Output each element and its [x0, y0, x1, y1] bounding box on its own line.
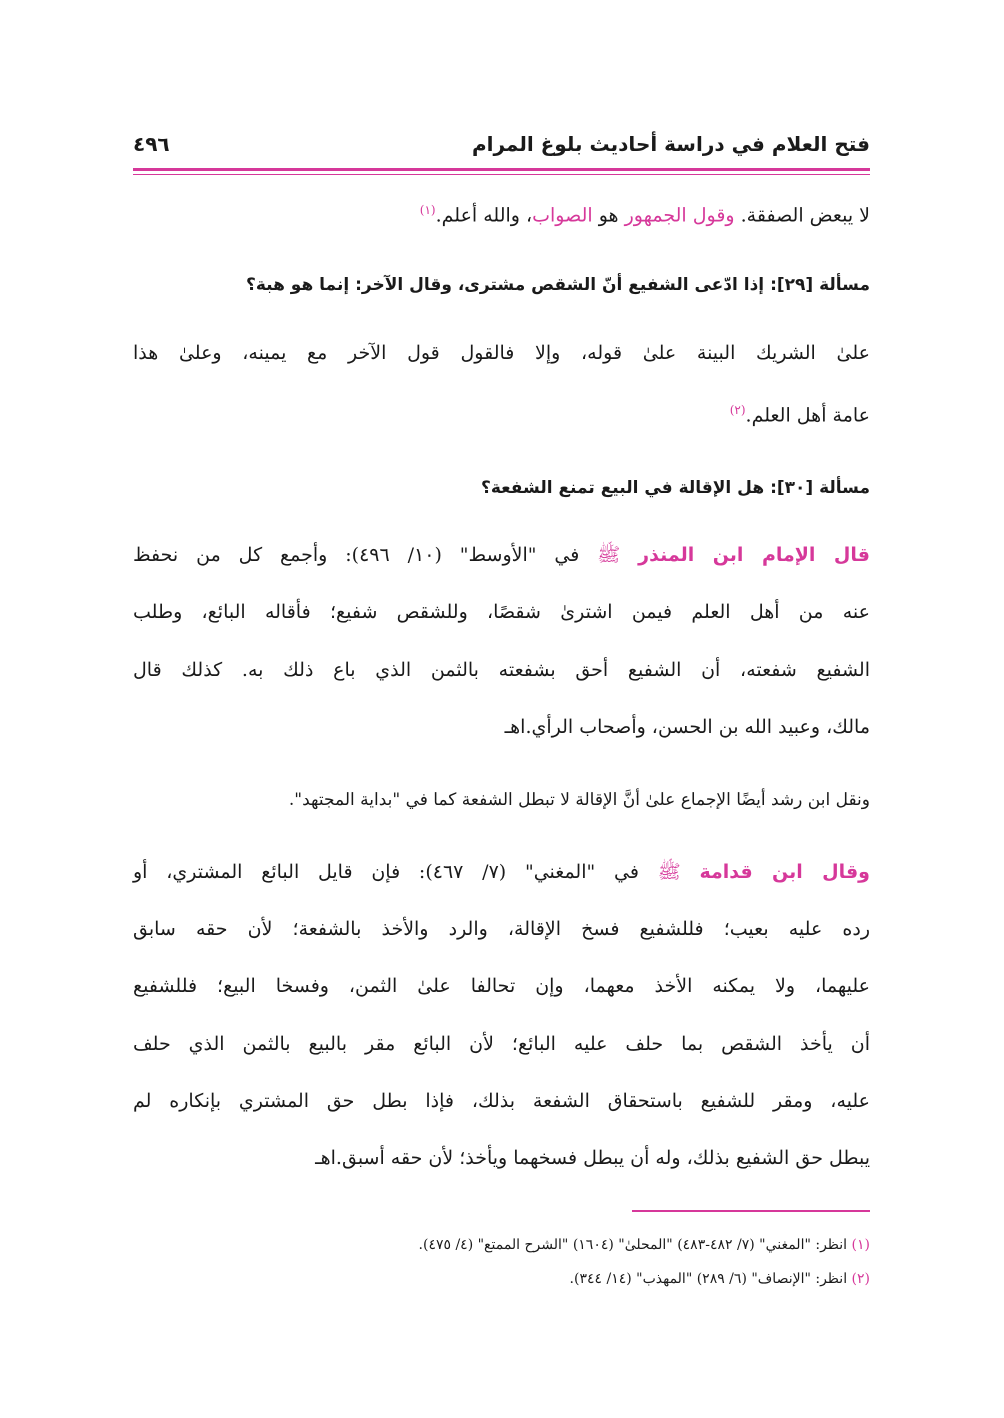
para3-line-1-text: في "المغني" (٧/ ٤٦٧): فإن قايل البائع المشتري، أو — [133, 861, 658, 883]
speaker-ibn-qudama: وقال ابن قدامة — [699, 861, 870, 883]
intro-line — [133, 195, 870, 230]
footnote-separator — [632, 1210, 870, 1212]
q29-line-2 — [133, 395, 870, 430]
book-title: فتح العلام في دراسة أحاديث بلوغ المرام — [471, 132, 870, 156]
para1-line-2-text: عنه من أهل العلم فيمن اشترىٰ شقصًا، وللشقص شفيع؛ فأقاله البائع، وطلب — [133, 601, 870, 623]
speaker-ibn-mundhir: قال الإمام ابن المنذر — [638, 544, 870, 566]
para3-line-3-text: عليهما، ولا يمكنه الأخذ معهما، وإن تحالفا علىٰ الثمن، وفسخا البيع؛ فللشفيع — [133, 975, 870, 997]
para3-line-5 — [133, 1086, 870, 1116]
intro-text-mid: هو — [592, 204, 625, 227]
footnote-1 — [419, 1234, 870, 1256]
footnote-1-text: انظر: "المغني" (٧/ ٤٨٢-٤٨٣) "المحلىٰ" (١٦٠٤) "الشرح الممتع" (٤/ ٤٧٥). — [418, 1237, 852, 1253]
q29-line-1 — [133, 338, 870, 368]
highlight-sawab: الصواب — [532, 204, 593, 227]
para2-line-1-text: ونقل ابن رشد أيضًا الإجماع علىٰ أنَّ الإقالة لا تبطل الشفعة كما في "بداية المجتهد". — [288, 790, 870, 810]
para1-line-2 — [133, 597, 870, 627]
highlight-jumhur: وقول الجمهور — [624, 204, 735, 227]
para2-line-1 — [133, 785, 870, 815]
page-number: ٤٩٦ — [133, 132, 170, 156]
question-30-label: مسألة [٣٠]: — [770, 478, 870, 498]
para3-line-2 — [133, 914, 870, 944]
question-29-heading — [133, 270, 870, 300]
header-rule — [133, 168, 870, 171]
para1-line-4 — [133, 712, 870, 742]
question-30-title: هل الإقالة في البيع تمنع الشفعة؟ — [481, 478, 771, 498]
running-header — [133, 128, 870, 168]
footnote-1-number: (١) — [851, 1237, 870, 1253]
footnote-2 — [570, 1268, 870, 1290]
para3-line-4 — [133, 1029, 870, 1059]
para1-line-3-text: الشفيع شفعته، أن الشفيع أحق بشفعته بالثمن الذي باع ذلك به. كذلك قال — [133, 659, 870, 681]
honorific-2: ﷺ — [657, 861, 700, 883]
q29-line-2-text: عامة أهل العلم. — [745, 404, 870, 427]
footnote-2-text: انظر: "الإنصاف" (٦/ ٢٨٩) "المهذب" (١٤/ ٣٤٤). — [569, 1271, 852, 1287]
question-29-title: إذا ادّعى الشفيع أنّ الشقص مشترى، وقال الآخر: إنما هو هبة؟ — [245, 275, 771, 295]
intro-text-end: ، والله أعلم. — [435, 204, 533, 227]
footnote-ref-2[interactable]: (٢) — [729, 403, 746, 417]
honorific-1: ﷺ — [597, 544, 639, 566]
para1-line-3 — [133, 655, 870, 685]
footnote-ref-1[interactable]: (١) — [419, 203, 436, 217]
para3-line-6 — [133, 1143, 870, 1173]
para3-line-6-text: يبطل حق الشفيع بذلك، وله أن يبطل فسخهما ويأخذ؛ لأن حقه أسبق.اهـ — [315, 1147, 870, 1169]
para1-line-1 — [133, 540, 870, 570]
intro-text: لا يبعض الصفقة. — [734, 204, 870, 227]
para3-line-5-text: عليه، ومقر للشفيع باستحقاق الشفعة بذلك، فإذا بطل حق المشتري بإنكاره لم — [133, 1090, 870, 1112]
q29-line-1-text: علىٰ الشريك البينة علىٰ قوله، وإلا فالقول قول الآخر مع يمينه، وعلىٰ هذا — [133, 342, 870, 364]
para3-line-3 — [133, 971, 870, 1001]
question-30-heading — [133, 473, 870, 503]
footnote-2-number: (٢) — [851, 1271, 870, 1287]
para1-line-1-text: في "الأوسط" (١٠/ ٤٩٦): وأجمع كل من نحفظ — [133, 544, 598, 566]
para3-line-1 — [133, 857, 870, 887]
para3-line-2-text: رده عليه بعيب؛ فللشفيع فسخ الإقالة، والرد والأخذ بالشفعة؛ لأن حقه سابق — [133, 918, 870, 940]
para3-line-4-text: أن يأخذ الشقص بما حلف عليه البائع؛ لأن البائع مقر بالبيع بالثمن الذي حلف — [133, 1033, 870, 1055]
para1-line-4-text: مالك، وعبيد الله بن الحسن، وأصحاب الرأي.اهـ — [504, 716, 870, 738]
header-rule-thin — [133, 174, 870, 175]
question-29-label: مسألة [٢٩]: — [770, 275, 870, 295]
